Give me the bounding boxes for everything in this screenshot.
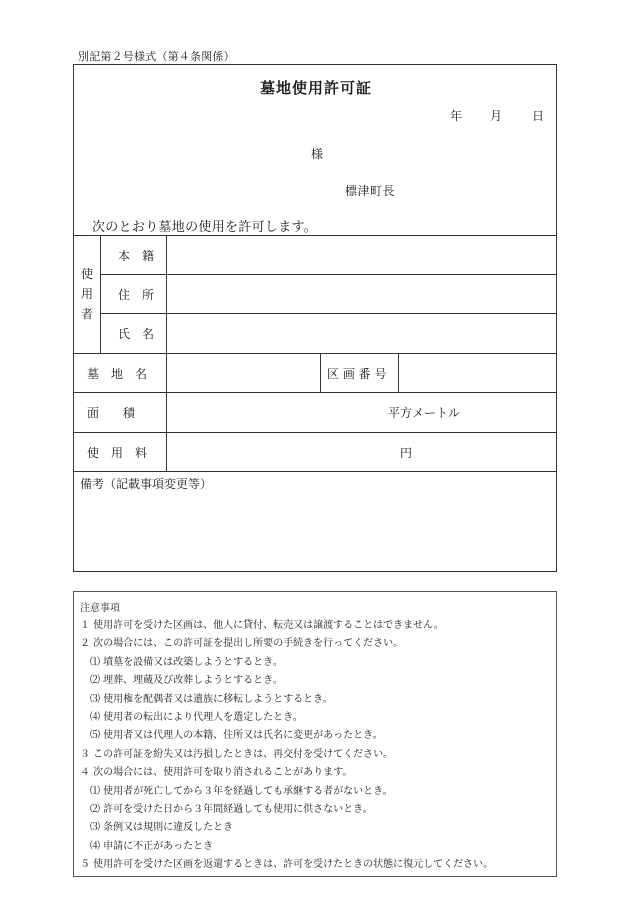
addressee-suffix: 様 [311, 147, 324, 161]
note-item: ４ 次の場合には、使用許可を取り消されることがあります。 [80, 767, 353, 779]
note-subitem: ⑵ 許可を受けた日から３年間経過しても使用に供さないとき。 [90, 803, 373, 815]
notes-list [80, 617, 493, 874]
note-subitem: ⑵ 埋葬、埋蔵及び改葬しようとするとき。 [90, 675, 283, 687]
notes-title: 注意事項 [80, 603, 120, 614]
plot-number-label: 区 画 番 号 [327, 367, 387, 381]
fee-unit: 円 [400, 446, 413, 460]
note-subitem: ⑸ 使用者又は代理人の本籍、住所又は氏名に変更があったとき。 [90, 730, 383, 742]
note-subitem: ⑴ 墳墓を設備又は改築しようとするとき。 [90, 656, 283, 668]
note-subitem: ⑷ 申請に不正があったとき [90, 840, 214, 852]
row-rule [100, 313, 556, 314]
date-month-label: 月 [490, 109, 503, 123]
note-item: ２ 次の場合には、この許可証を提出し所要の手続きを行ってください。 [80, 638, 404, 650]
note-item: １ 使用許可を受けた区画は、他人に貸付、転売又は譲渡することはできません。 [80, 620, 444, 631]
user-group-label-char: 用 [81, 287, 94, 301]
label-column-divider [166, 235, 167, 471]
note-subitem: ⑷ 使用者の転出により代理人を選定したとき。 [90, 711, 303, 723]
user-group-label-char: 者 [81, 307, 94, 321]
note-subitem: ⑶ 条例又は規則に違反したとき [90, 822, 234, 834]
form-title: 墓地使用許可証 [259, 79, 372, 97]
note-subitem: ⑶ 使用権を配偶者又は遺族に移転しようとするとき。 [90, 693, 333, 705]
issuer-name: 標津町長 [345, 184, 396, 198]
row-rule [74, 353, 556, 354]
area-label: 面 積 [87, 406, 136, 420]
address-label: 住 所 [118, 288, 155, 302]
user-group-divider [100, 235, 101, 353]
note-item: ３ この許可証を紛失又は汚損したときは、再交付を受けてください。 [80, 748, 394, 760]
intro-text: 次のとおり墓地の使用を許可します。 [92, 220, 318, 235]
cemetery-name-label: 墓 地 名 [87, 367, 148, 381]
user-group-label-char: 使 [81, 267, 94, 281]
permit-form [73, 64, 557, 572]
notes-box [73, 591, 557, 877]
row-rule [100, 274, 556, 275]
row-rule [74, 392, 556, 393]
remarks-label: 備考（記載事項変更等） [80, 477, 213, 491]
area-unit: 平方メートル [388, 406, 461, 420]
table-top-rule [74, 235, 556, 236]
row-rule [74, 432, 556, 433]
note-subitem: ⑴ 使用者が死亡してから３年を経過しても承継する者がないとき。 [90, 785, 393, 797]
section-divider [398, 353, 399, 392]
form-number-note: 別記第２号様式（第４条関係） [78, 50, 235, 63]
note-item: ５ 使用許可を受けた区画を返還するときは、許可を受けたときの状態に復元してください。 [80, 859, 494, 871]
honseki-label: 本 籍 [118, 249, 155, 263]
date-day-label: 日 [532, 109, 545, 123]
date-year-label: 年 [450, 109, 463, 123]
remarks-top-rule [74, 471, 556, 472]
usage-fee-label: 使 用 料 [87, 446, 148, 460]
name-label: 氏 名 [118, 327, 155, 341]
section-divider [320, 353, 321, 392]
